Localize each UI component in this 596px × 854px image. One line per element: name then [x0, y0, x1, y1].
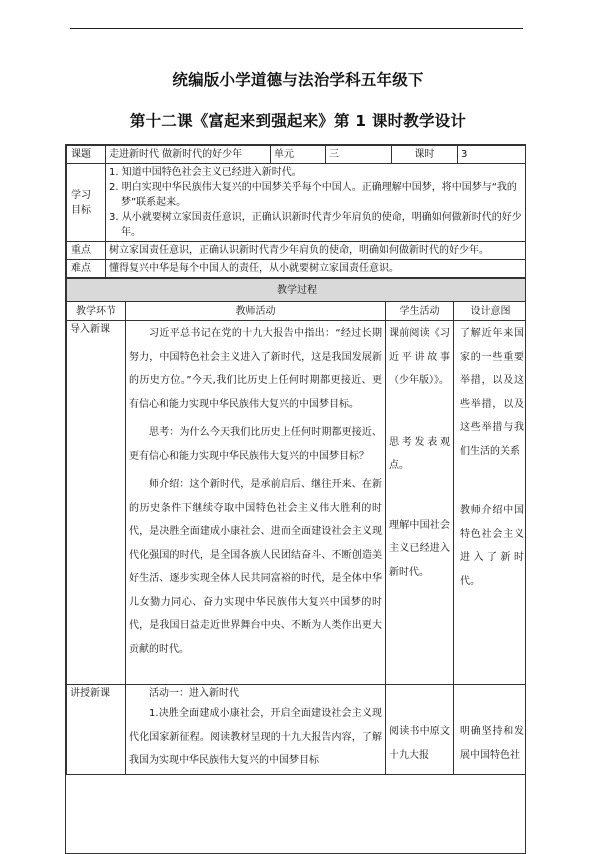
new-student-text: 阅读书中原文十九大报 [389, 726, 450, 761]
section-title: 教学过程 [67, 279, 527, 302]
intro-design-intent [454, 321, 527, 685]
key-point-value: 树立家国责任意识，正确认识新时代青少年肩负的使命，明确如何做新时代的好少年。 [106, 242, 527, 260]
topic-value: 走进新时代 做新时代的好少年 [106, 146, 271, 164]
document-title: 统编版小学道德与法治学科五年级下 [172, 71, 424, 89]
intro-student-text: 课前阅读《习近平讲故事（少年版）》。 [389, 328, 450, 386]
goal-item: 1. 知道中国特色社会主义已经进入新时代。 [109, 167, 302, 178]
header-stage: 教学环节 [67, 302, 126, 321]
intro-design-text: 了解近年来国家的一些重要举措，以及这些举措，以及这些举措与我们生活的关系 [460, 328, 524, 457]
difficulty-value: 懂得复兴中华是每个中国人的责任，从小就要树立家国责任意识。 [106, 260, 527, 278]
goals-list [106, 164, 527, 242]
new-student-activity [386, 685, 454, 775]
new-design-intent [454, 685, 527, 775]
intro-teacher-activity [126, 321, 386, 685]
difficulty-label: 难点 [67, 260, 106, 278]
hours-label: 课时 [392, 146, 458, 164]
intro-row [67, 321, 527, 685]
intro-teacher-para: 习近平总书记在党的十九大报告中指出：“经过长期努力，中国特色社会主义进入了新时代，这是我国发展新的历史方位。”今天,我们比历史上任何时期都更接近、更有信心和能力实现中华民族伟大复兴的中国梦目标。 [129, 328, 382, 410]
key-point-row [67, 242, 527, 260]
header-rule [70, 28, 523, 29]
goals-row [67, 164, 527, 242]
header-teacher: 教师活动 [126, 302, 386, 321]
lesson-title: 第十二课《富起来到强起来》第 1 课时教学设计 [129, 112, 467, 130]
goal-item: 2. 明白实现中华民族伟大复兴的中国梦关乎每个中国人。正确理解中国梦，将中国梦与“我的梦”联系起来。 [109, 182, 517, 208]
lesson-plan-table [65, 144, 526, 854]
unit-label: 单元 [271, 146, 326, 164]
hours-value: 3 [458, 146, 527, 164]
intro-design-text: 教师介绍中国特色社会主义进入了新时代。 [460, 505, 524, 587]
intro-student-activity [386, 321, 454, 685]
new-design-text: 明确坚持和发展中国特色社 [460, 726, 524, 761]
topic-label: 课题 [67, 146, 106, 164]
new-activity-title: 活动一：进入新时代 [149, 688, 239, 699]
new-stage: 讲授新课 [67, 685, 126, 775]
intro-stage: 导入新课 [67, 321, 126, 685]
new-lesson-row [67, 685, 527, 775]
header-student: 学生活动 [386, 302, 454, 321]
process-header-row [67, 302, 527, 321]
unit-value: 三 [326, 146, 392, 164]
intro-teacher-para: 师介绍：这个新时代，是承前启后、继往开来、在新的历史条件下继续夺取中国特色社会主义伟大胜利的时代，是决胜全面建成小康社会、进而全面建设社会主义现代化强国的时代，是全国各族人民团结奋斗、不断创造美好生活、逐步实现全体人民共同富裕的时代，是全体中华儿女勠力同心、奋力实现中华民族伟大复兴中国梦的时代，是我国日益走近世界舞台中央、不断为人类作出更大贡献的时代。 [129, 479, 382, 655]
header-design: 设计意图 [454, 302, 527, 321]
key-point-label: 重点 [67, 242, 106, 260]
goal-item: 3. 从小就要树立家国责任意识，正确认识新时代青少年肩负的使命，明确如何做新时代的好少年。 [109, 212, 522, 238]
new-teacher-para: 1.决胜全面建成小康社会，开启全面建设社会主义现代化国家新征程。阅读教材呈现的十九大报告内容，了解我国为实现中华民族伟大复兴的中国梦目标 [129, 708, 382, 766]
intro-teacher-para: 思考：为什么今天我们比历史上任何时期都更接近、更有信心和能力实现中华民族伟大复兴的中国梦目标？ [129, 427, 382, 462]
new-teacher-activity [126, 685, 386, 775]
goals-label: 学习 目标 [67, 164, 106, 242]
intro-student-text: 思考发表观点。 [389, 436, 450, 471]
intro-student-text: 理解中国社会主义已经进入新时代。 [389, 519, 450, 578]
topic-row [67, 146, 527, 164]
difficulty-row [67, 260, 527, 278]
